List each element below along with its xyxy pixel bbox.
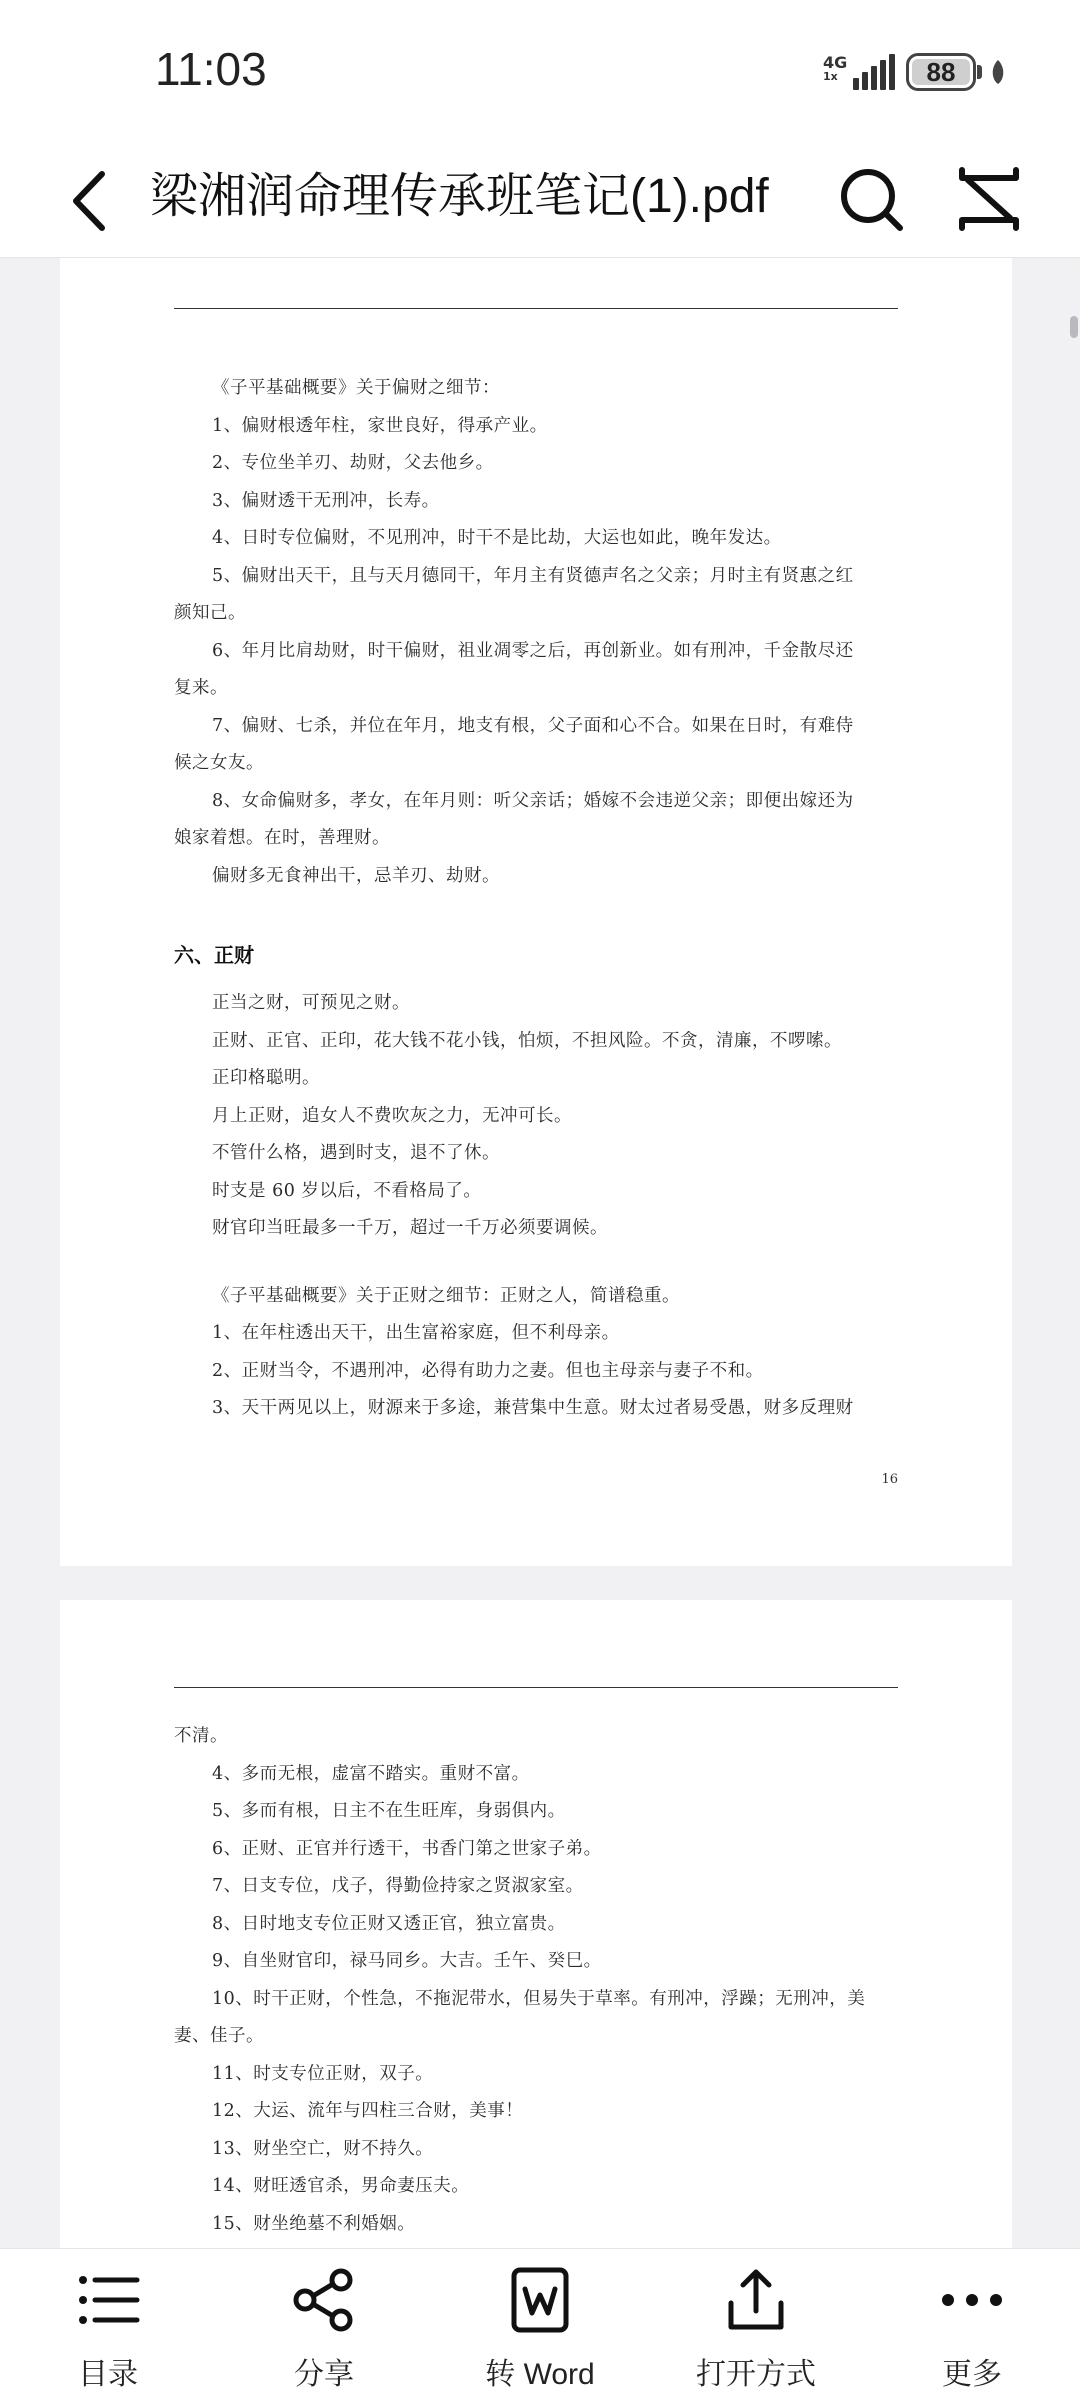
back-arrow-icon[interactable]: [62, 166, 122, 236]
convert-word-button[interactable]: [440, 2265, 640, 2393]
text-line: 1、偏财根透年柱，家世良好，得承产业。: [212, 415, 548, 436]
share-button[interactable]: [224, 2265, 424, 2393]
text-line: 14、财旺透官杀，男命妻压夫。: [212, 2176, 470, 2196]
toc-button[interactable]: [8, 2265, 208, 2393]
text-line: 4、日时专位偏财，不见刑冲，时干不是比劫，大运也如此，晚年发达。: [212, 528, 782, 548]
text-line: 正财、正官、正印，花大钱不花小钱，怕烦，不担风险。不贪，清廉，不啰嗦。: [212, 1030, 842, 1051]
text-line: 12、大运、流年与四柱三合财，美事！: [212, 2101, 524, 2121]
signal-icon: [853, 54, 895, 90]
page-number: 16: [881, 1472, 898, 1487]
text-line: 妻、佳子。: [174, 2026, 264, 2046]
share-icon: [289, 2265, 359, 2335]
more-layout-icon[interactable]: [954, 164, 1024, 234]
text-line: 9、自坐财官印，禄马同乡。大吉。壬午、癸巳。: [212, 1951, 602, 1971]
text-line: 娘家着想。在时，善理财。: [174, 828, 390, 848]
text-line: 13、财坐空亡，财不持久。: [212, 2138, 434, 2159]
text-line: 11、时支专位正财，双子。: [212, 2063, 434, 2084]
text-line: 财官印当旺最多一千万，超过一千万必须要调候。: [212, 1218, 608, 1238]
text-line: 候之女友。: [174, 753, 264, 773]
status-bar: [0, 0, 1080, 140]
text-line: 2、专位坐羊刃、劫财，父去他乡。: [212, 453, 494, 473]
battery-level: 88: [912, 59, 970, 85]
network-sub-label: 1x: [823, 70, 838, 83]
share-label: 分享: [294, 2358, 354, 2391]
text-line: 偏财多无食神出干，忌羊刃、劫财。: [212, 865, 500, 886]
text-line: 7、日支专位，戊子，得勤俭持家之贤淑家室。: [212, 1876, 584, 1896]
text-line: 15、财坐绝墓不利婚姻。: [212, 2213, 416, 2234]
convert-word-label: 转 Word: [485, 2358, 595, 2391]
more-label: 更多: [942, 2358, 1002, 2391]
open-with-label: 打开方式: [696, 2358, 816, 2391]
status-time: 11:03: [155, 43, 267, 95]
text-line: 正当之财，可预见之财。: [212, 993, 410, 1013]
list-icon: [73, 2265, 143, 2335]
text-line: 8、女命偏财多，孝女，在年月则：听父亲话；婚嫁不会违逆父亲；即便出嫁还为: [212, 790, 854, 811]
word-icon: [505, 2265, 575, 2335]
scroll-thumb[interactable]: [1070, 316, 1078, 338]
top-toolbar: [0, 140, 1080, 258]
spacer: [174, 1248, 898, 1278]
text-line: 不清。: [174, 1726, 228, 1746]
pdf-page-17: [60, 1600, 1012, 2248]
text-line: 1、在年柱透出天干，出生富裕家庭，但不利母亲。: [212, 1323, 620, 1343]
text-line: 5、多而有根，日主不在生旺库，身弱俱内。: [212, 1801, 566, 1821]
more-dots-icon: [937, 2265, 1007, 2335]
text-line: 10、时干正财，个性急，不拖泥带水，但易失于草率。有刑冲，浮躁；无刑冲，美: [212, 1988, 866, 2009]
page1-text: [174, 370, 898, 1428]
pdf-page-16: [60, 258, 1012, 1566]
spacer: [174, 895, 898, 925]
section-heading: 六、正财: [174, 943, 254, 967]
text-line: 月上正财，追女人不费吹灰之力，无冲可长。: [212, 1105, 572, 1126]
text-line: 不管什么格，遇到时支，退不了休。: [212, 1143, 500, 1163]
page2-text: [174, 1718, 898, 2243]
text-line: 6、年月比肩劫财，时干偏财，祖业凋零之后，再创新业。如有刑冲，千金散尽还: [212, 640, 854, 661]
text-line: 正印格聪明。: [212, 1068, 320, 1088]
search-icon[interactable]: [836, 164, 906, 234]
text-line: 复来。: [174, 678, 228, 698]
text-line: 5、偏财出天干，且与天月德同干，年月主有贤德声名之父亲；月时主有贤惠之红: [212, 565, 854, 586]
more-button[interactable]: [872, 2265, 1072, 2393]
text-line: 2、正财当令，不遇刑冲，必得有助力之妻。但也主母亲与妻子不和。: [212, 1360, 764, 1381]
text-line: 3、天干两见以上，财源来于多途，兼营集中生意。财太过者易受愚，财多反理财: [212, 1398, 854, 1418]
text-line: 《子平基础概要》关于偏财之细节：: [212, 378, 500, 398]
bottom-toolbar: [0, 2248, 1080, 2401]
page-header-rule: [174, 1687, 898, 1688]
toc-label: 目录: [78, 2358, 138, 2391]
document-title: 梁湘润命理传承班笔记(1).pdf: [150, 170, 769, 223]
open-with-icon: [721, 2265, 791, 2335]
text-line: 时支是 60 岁以后，不看格局了。: [212, 1180, 482, 1201]
page-header-rule: [174, 308, 898, 309]
network-label: 4G: [823, 53, 848, 72]
text-line: 颜知己。: [174, 603, 246, 623]
pdf-viewer[interactable]: [0, 258, 1080, 2248]
text-line: 8、日时地支专位正财又透正官，独立富贵。: [212, 1913, 566, 1934]
text-line: 《子平基础概要》关于正财之细节：正财之人，简谱稳重。: [212, 1285, 680, 1306]
text-line: 3、偏财透干无刑冲，长寿。: [212, 490, 440, 511]
battery-icon: [906, 53, 976, 91]
network-type: [823, 54, 847, 83]
open-with-button[interactable]: [656, 2265, 856, 2393]
leaf-icon: [990, 58, 1006, 86]
text-line: 4、多而无根，虚富不踏实。重财不富。: [212, 1763, 530, 1784]
text-line: 7、偏财、七杀，并位在年月，地支有根，父子面和心不合。如果在日时，有难侍: [212, 715, 854, 736]
text-line: 6、正财、正官并行透干，书香门第之世家子弟。: [212, 1838, 602, 1859]
